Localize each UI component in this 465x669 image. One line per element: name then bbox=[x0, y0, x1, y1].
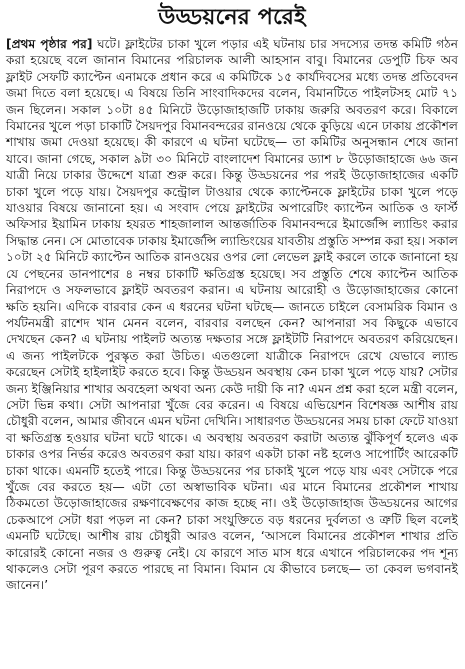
headline: উড্ডয়নের পরেই bbox=[158, 5, 306, 30]
article-body bbox=[6, 36, 458, 594]
continuation-tag: [প্রথম পৃষ্ঠার পর] bbox=[6, 37, 93, 51]
body-text: ঘটে। ফ্লাইটের চাকা খুলে পড়ার এই ঘটনায় চার সদস্যের তদন্ত কমিটি গঠন করা হয়েছে বলে জানান বিমানের পরিচালক আলী আহসান বাবু। বিমানের ডেপুটি চিফ অব ফ্লাইট সেফটি ক্যাপ্টেন এনামকে প্রধান করে এ কমিটিকে ১৫ কার্যদিবসের মধ্যে তদন্ত প্রতিবেদন জমা দিতে বলা হয়েছে। এ বিষয়ে তিনি সাংবাদিকদের বলেন, বিমানটিতে পাইলটসহ মোট ৭১ জন ছিলেন। সকাল ১০টা ৪৫ মিনিটে উড়োজাহাজটি ঢাকায় জরুরি অবতরণ করে। বিকালে বিমানের খুলে পড়া চাকাটি সৈয়দপুর বিমানবন্দরের রানওয়ে থেকে কুড়িয়ে এনে ঢাকায় প্রকৌশল শাখায় জমা দেওয়া হয়েছে। কী কারণে এ ঘটনা ঘটেছে— তা কমিটির অনুসন্ধান শেষে জানা যাবে। জানা গেছে, সকাল ৯টা ৩০ মিনিটে বাংলাদেশ বিমানের ড্যাশ ৮ উড়োজাহাজে ৬৬ জন যাত্রী নিয়ে ঢাকার উদ্দেশে যাত্রা শুরু করে। কিন্তু উড্ডয়নের পর পরই উড়োজাহাজের একটি চাকা খুলে পড়ে যায়। সৈয়দপুর কন্ট্রোল টাওয়ার থেকে ক্যাপ্টেনকে ফ্লাইটের চাকা খুলে পড়ে যাওয়ার বিষয়ে জানানো হয়। এ সংবাদ পেয়ে ফ্লাইটের অপারেটিং ক্যাপ্টেন আতিক ও ফার্স্ট অফিসার ইয়ামিন ঢাকায় হযরত শাহজালাল আন্তর্জাতিক বিমানবন্দরে ইমার্জেন্সি ল্যান্ডিং করার সিদ্ধান্ত নেন। সে মোতাবেক ঢাকায় ইমার্জেন্সি ল্যান্ডিংয়ের যাবতীয় প্রস্তুতি সম্পন্ন করা হয়। সকাল ১০টা ২৫ মিনিটে ক্যাপ্টেন আতিক রানওয়ের ওপর লো লেভেল ফ্লাই করলে তাকে জানানো হয় যে পেছনের ডানপাশের ৪ নম্বর চাকাটি ক্ষতিগ্রস্ত হয়েছে। সব প্রস্তুতি শেষে ক্যাপ্টেন আতিক নিরাপদে ও সফলভাবে ফ্লাইট অবতরণ করান। এ ঘটনায় আরোহী ও উড়োজাহাজের কোনো ক্ষতি হয়নি। এদিকে বারবার কেন এ ধরনের ঘটনা ঘটছে— জানতে চাইলে বেসামরিক বিমান ও পর্যটনমন্ত্রী রাশেদ খান মেনন বলেন, বারবার বলছেন কেন? আপনারা সব কিছুকে এভাবে দেখছেন কেন? এ ঘটনায় পাইলট অত্যন্ত দক্ষতার সঙ্গে ফ্লাইটটি নিরাপদে অবতরণ করিয়েছেন। এ জন্য পাইলটকে পুরস্কৃত করা উচিত। এতগুলো যাত্রীকে নিরাপদে রেখে যেভাবে ল্যান্ড করেছেন সেটাই হাইলাইট করতে হবে। কিন্তু উড্ডয়ন অবস্থায় কেন চাকা খুলে পড়ে যায়? সেটার জন্য ইঞ্জিনিয়ার শাখার অবহেলা অথবা অন্য কেউ দায়ী কি না? এমন প্রশ্ন করা হলে মন্ত্রী বলেন, সেটা ভিন্ন কথা। সেটা আপনারা খুঁজে বের করেন। এ বিষয়ে এভিয়েশন বিশেষজ্ঞ আশীষ রায় চৌধুরী বলেন, আমার জীবনে এমন ঘটনা দেখিনি। সাধারণত উড্ডয়নের সময় চাকা ফেটে যাওয়া বা ক্ষতিগ্রস্ত হওয়ার ঘটনা ঘটে থাকে। এ অবস্থায় অবতরণ করাটা অত্যন্ত ঝুঁকিপূর্ণ হলেও এক চাকার ওপর নির্ভর করেও অবতরণ করা যায়। কারণ একটা চাকা নষ্ট হলেও সাপোর্টিং আরেকটি চাকা থাকে। এমনটি হতেই পারে। কিন্তু উড্ডয়নের পর চাকাই খুলে পড়ে যায় এবং সেটাকে পরে খুঁজে বের করতে হয়— এটা তো অস্বাভাবিক ঘটনা। এর মানে বিমানের প্রকৌশল শাখায় ঠিকমতো উড়োজাহাজের রক্ষণাবেক্ষণের কাজ হচ্ছে না। ওই উড়োজাহাজ উড্ডয়নের আগের চেকআপে সেটা ধরা পড়ল না কেন? চাকা সংযুক্তিতে বড় ধরনের দুর্বলতা ও ত্রুটি ছিল বলেই এমনটি ঘটেছে। আশীষ রায় চৌধুরী আরও বলেন, ‘আসলে বিমানের প্রকৌশল শাখার প্রতি কারোরই কোনো নজর ও গুরুত্ব নেই। যে কারণে সাত মাস ধরে এখানে পরিচালকের পদ শূন্য থাকলেও সেটা পূরণ করতে পারছে না বিমান। বিমান যে কীভাবে চলছে— তা কেবল ভগবানই জানেন।’ bbox=[6, 37, 458, 593]
